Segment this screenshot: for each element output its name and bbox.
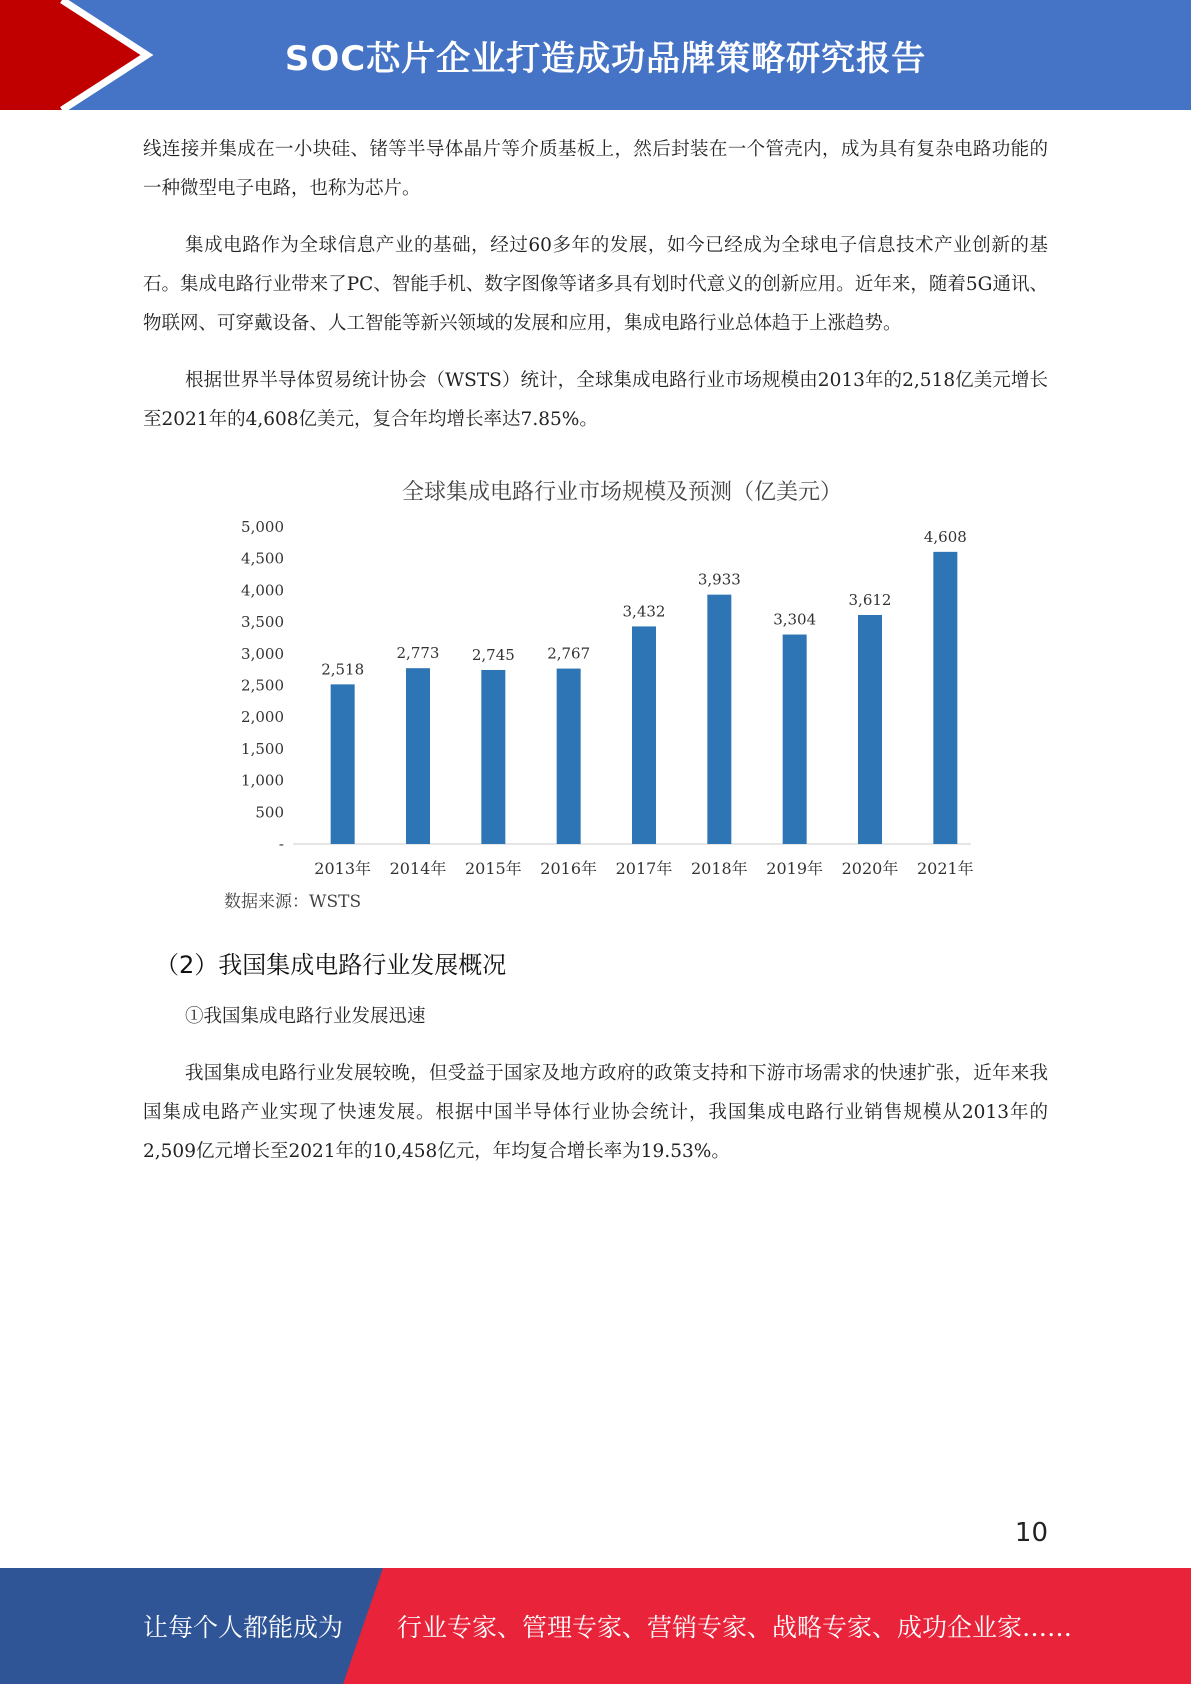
x-tick-label: 2016年	[540, 859, 598, 878]
sub-heading: ①我国集成电路行业发展迅速	[185, 1006, 426, 1027]
bar-chart-svg	[143, 457, 1048, 887]
paragraph-2: 集成电路作为全球信息产业的基础，经过60多年的发展，如今已经成为全球电子信息技术产业创新的基石。集成电路行业带来了PC、智能手机、数字图像等诸多具有划时代意义的创新应用。近年来，随着5G通讯、物联网、可穿戴设备、人工智能等新兴领域的发展和应用，集成电路行业总体趋于上涨趋势。	[143, 235, 1048, 334]
x-tick-label: 2015年	[464, 859, 522, 878]
footer-slogan-right: 行业专家、管理专家、营销专家、战略专家、成功企业家……	[397, 1613, 1073, 1642]
bar-value-label: 2,745	[471, 645, 515, 664]
x-tick-label: 2019年	[766, 859, 824, 878]
page-header	[0, 0, 1191, 110]
bar	[481, 670, 505, 844]
bar-value-label: 4,608	[923, 527, 967, 546]
section-heading: （2）我国集成电路行业发展概况	[155, 951, 507, 979]
footer-slogan-left: 让每个人都能成为	[143, 1613, 344, 1642]
market-size-chart	[143, 457, 1048, 927]
y-tick-label: 2,000	[241, 708, 284, 727]
y-tick-label: 500	[255, 803, 284, 822]
y-tick-label: 1,500	[241, 739, 284, 758]
x-tick-label: 2014年	[389, 859, 447, 878]
x-tick-label: 2021年	[916, 859, 974, 878]
x-tick-label: 2020年	[841, 859, 899, 878]
bar-value-label: 3,933	[697, 570, 741, 589]
bar	[632, 626, 656, 844]
paragraph-1: 线连接并集成在一小块硅、锗等半导体晶片等介质基板上，然后封装在一个管壳内，成为具有复杂电路功能的一种微型电子电路，也称为芯片。	[143, 139, 1048, 199]
report-title: SOC芯片企业打造成功品牌策略研究报告	[284, 38, 927, 79]
main-content	[143, 130, 1048, 1189]
x-tick-label: 2017年	[615, 859, 673, 878]
y-tick-label: 2,500	[241, 676, 284, 695]
bar-value-label: 2,773	[396, 644, 440, 663]
bar-value-label: 2,767	[547, 644, 591, 663]
bar	[557, 669, 581, 844]
bar	[331, 684, 355, 844]
y-tick-label: 4,000	[241, 581, 284, 600]
bar	[858, 615, 882, 844]
y-tick-label: 4,500	[241, 549, 284, 568]
chart-source: 数据来源：WSTS	[224, 892, 362, 912]
bar-value-label: 2,518	[321, 660, 365, 679]
x-tick-label: 2013年	[314, 859, 372, 878]
page-footer	[0, 1568, 1191, 1684]
bar-value-label: 3,612	[848, 590, 892, 609]
bar	[783, 635, 807, 844]
bar	[933, 552, 957, 844]
y-tick-label: 1,000	[241, 771, 284, 790]
bar	[406, 668, 430, 844]
x-tick-label: 2018年	[690, 859, 748, 878]
chart-title: 全球集成电路行业市场规模及预测（亿美元）	[401, 480, 843, 505]
bar-value-label: 3,432	[622, 602, 666, 621]
y-tick-label: 3,500	[241, 613, 284, 632]
y-tick-label: 5,000	[241, 518, 284, 536]
bar-value-label: 3,304	[773, 610, 817, 629]
y-tick-label: 3,000	[241, 644, 284, 663]
paragraph-3: 根据世界半导体贸易统计协会（WSTS）统计，全球集成电路行业市场规模由2013年的2,518亿美元增长至2021年的4,608亿美元，复合年均增长率达7.85%。	[143, 370, 1048, 430]
page-number: 10	[1014, 1518, 1048, 1548]
bar	[707, 595, 731, 844]
paragraph-4: 我国集成电路行业发展较晚，但受益于国家及地方政府的政策支持和下游市场需求的快速扩张，近年来我国集成电路产业实现了快速发展。根据中国半导体行业协会统计，我国集成电路行业销售规模从2013年的2,509亿元增长至2021年的10,458亿元，年均复合增长率为19.53%。	[143, 1063, 1048, 1162]
y-tick-label: -	[278, 835, 284, 853]
